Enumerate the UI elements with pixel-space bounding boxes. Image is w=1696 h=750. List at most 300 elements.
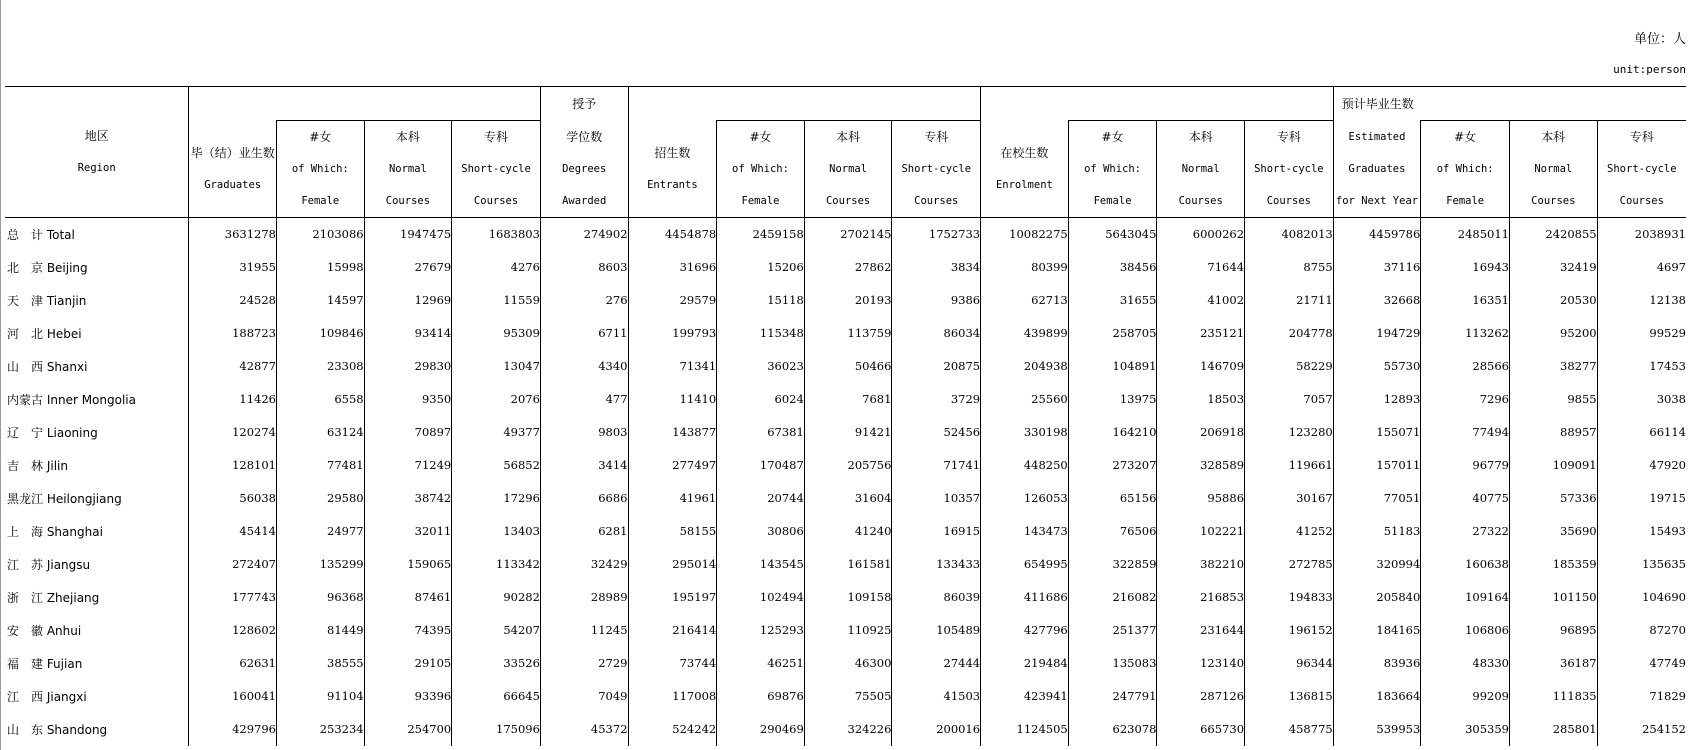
value-cell: 177743 [189, 581, 277, 614]
region-label: 福 建 Fujian [7, 656, 83, 671]
region-label: 内蒙古 Inner Mongolia [7, 392, 136, 407]
value-cell: 27679 [364, 251, 452, 284]
value-cell: 143473 [981, 515, 1069, 548]
value-cell: 328589 [1157, 449, 1245, 482]
region-cell [5, 317, 189, 350]
value-cell: 45414 [189, 515, 277, 548]
value-cell: 16943 [1421, 251, 1510, 284]
value-cell: 21711 [1245, 284, 1334, 317]
header-normal-3 [1157, 121, 1245, 154]
header-female-4 [1421, 121, 1510, 154]
value-cell: 231644 [1157, 614, 1245, 647]
table-row [5, 680, 1686, 713]
value-cell: 253234 [277, 713, 365, 746]
value-cell: 96895 [1510, 614, 1598, 647]
value-cell: 324226 [804, 713, 892, 746]
value-cell: 52456 [892, 416, 981, 449]
value-cell: 2420855 [1510, 218, 1598, 252]
value-cell: 19715 [1597, 482, 1686, 515]
value-cell: 17453 [1597, 350, 1686, 383]
header-short-en1: Short-cycle [901, 163, 972, 175]
header-female-zh: #女 [1454, 130, 1477, 144]
value-cell: 15206 [717, 251, 805, 284]
value-cell: 539953 [1333, 713, 1421, 746]
value-cell: 1752733 [892, 218, 981, 252]
value-cell: 86034 [892, 317, 981, 350]
header-normal-zh: 本科 [395, 130, 420, 144]
region-label: 上 海 Shanghai [7, 524, 103, 539]
value-cell: 448250 [981, 449, 1069, 482]
value-cell: 322859 [1068, 548, 1157, 581]
value-cell: 38456 [1068, 251, 1157, 284]
header-graduates-zh: 毕（结）业生数 [190, 145, 275, 160]
region-label: 浙 江 Zhejiang [7, 590, 100, 605]
value-cell: 71829 [1597, 680, 1686, 713]
region-cell [5, 713, 189, 746]
region-label: 河 北 Hebei [7, 326, 82, 341]
value-cell: 50466 [804, 350, 892, 383]
value-cell: 41252 [1245, 515, 1334, 548]
header-short-2 [892, 121, 981, 154]
value-cell: 9803 [540, 416, 628, 449]
value-cell: 128602 [189, 614, 277, 647]
value-cell: 185359 [1510, 548, 1598, 581]
value-cell: 199793 [628, 317, 717, 350]
value-cell: 16351 [1421, 284, 1510, 317]
value-cell: 96779 [1421, 449, 1510, 482]
region-label: 山 西 Shanxi [7, 359, 88, 374]
value-cell: 477 [540, 383, 628, 416]
value-cell: 14597 [277, 284, 365, 317]
value-cell: 62713 [981, 284, 1069, 317]
value-cell: 6024 [717, 383, 805, 416]
header-normal-2 [804, 121, 892, 154]
value-cell: 70897 [364, 416, 452, 449]
value-cell: 27444 [892, 647, 981, 680]
value-cell: 38555 [277, 647, 365, 680]
header-female-en2: Female [301, 195, 340, 207]
value-cell: 2076 [452, 383, 541, 416]
value-cell: 47920 [1597, 449, 1686, 482]
header-female-en1: of Which: [732, 163, 789, 175]
header-female-2-en [717, 153, 805, 218]
table-row [5, 383, 1686, 416]
value-cell: 95309 [452, 317, 541, 350]
region-cell [5, 614, 189, 647]
value-cell: 9350 [364, 383, 452, 416]
value-cell: 3631278 [189, 218, 277, 252]
value-cell: 57336 [1510, 482, 1598, 515]
value-cell: 11410 [628, 383, 717, 416]
value-cell: 20744 [717, 482, 805, 515]
value-cell: 295014 [628, 548, 717, 581]
value-cell: 4459786 [1333, 218, 1421, 252]
header-degrees-zh2: 学位数 [566, 129, 603, 144]
value-cell: 81449 [277, 614, 365, 647]
value-cell: 41503 [892, 680, 981, 713]
header-graduates [189, 121, 277, 218]
value-cell: 102494 [717, 581, 805, 614]
header-normal-zh: 本科 [1188, 130, 1213, 144]
value-cell: 62631 [189, 647, 277, 680]
region-cell [5, 218, 189, 252]
value-cell: 175096 [452, 713, 541, 746]
value-cell: 93414 [364, 317, 452, 350]
page-left-border [0, 0, 1, 750]
value-cell: 155071 [1333, 416, 1421, 449]
table-row [5, 647, 1686, 680]
value-cell: 159065 [364, 548, 452, 581]
value-cell: 20875 [892, 350, 981, 383]
header-female-en1: of Which: [291, 163, 349, 175]
value-cell: 47749 [1597, 647, 1686, 680]
value-cell: 6686 [540, 482, 628, 515]
header-normal-en1: Normal [1181, 163, 1220, 175]
header-enrolment-group-top [981, 87, 1334, 121]
header-short-4-en [1597, 153, 1686, 218]
value-cell: 65156 [1068, 482, 1157, 515]
header-short-en2: Courses [473, 195, 519, 207]
value-cell: 276 [540, 284, 628, 317]
value-cell: 30806 [717, 515, 805, 548]
header-degrees-en1: Degrees [562, 163, 607, 175]
value-cell: 109846 [277, 317, 365, 350]
header-enrolment-en: Enrolment [995, 178, 1053, 191]
value-cell: 133433 [892, 548, 981, 581]
value-cell: 9386 [892, 284, 981, 317]
value-cell: 204778 [1245, 317, 1334, 350]
value-cell: 17296 [452, 482, 541, 515]
table-row [5, 449, 1686, 482]
value-cell: 83936 [1333, 647, 1421, 680]
value-cell: 125293 [717, 614, 805, 647]
value-cell: 330198 [981, 416, 1069, 449]
value-cell: 128101 [189, 449, 277, 482]
value-cell: 458775 [1245, 713, 1334, 746]
header-normal-en2: Courses [385, 195, 431, 207]
value-cell: 274902 [540, 218, 628, 252]
value-cell: 164210 [1068, 416, 1157, 449]
statistics-table [5, 86, 1686, 746]
value-cell: 75505 [804, 680, 892, 713]
header-short-4 [1597, 121, 1686, 154]
value-cell: 4082013 [1245, 218, 1334, 252]
table-body [5, 218, 1686, 747]
value-cell: 36187 [1510, 647, 1598, 680]
region-label: 总 计 Total [7, 227, 75, 242]
value-cell: 2038931 [1597, 218, 1686, 252]
value-cell: 6281 [540, 515, 628, 548]
value-cell: 272785 [1245, 548, 1334, 581]
value-cell: 31604 [804, 482, 892, 515]
header-short-1-en [452, 153, 541, 218]
header-degrees-top [540, 87, 628, 121]
region-label: 安 徽 Anhui [7, 623, 82, 638]
value-cell: 27322 [1421, 515, 1510, 548]
value-cell: 77481 [277, 449, 365, 482]
value-cell: 66645 [452, 680, 541, 713]
value-cell: 54207 [452, 614, 541, 647]
value-cell: 113759 [804, 317, 892, 350]
region-cell [5, 482, 189, 515]
region-cell [5, 647, 189, 680]
header-female-1-en [277, 153, 365, 218]
header-normal-en2: Courses [1178, 195, 1223, 207]
header-female-en2: Female [1446, 195, 1485, 207]
value-cell: 216082 [1068, 581, 1157, 614]
region-label: 天 津 Tianjin [7, 293, 87, 308]
value-cell: 45372 [540, 713, 628, 746]
table-row [5, 581, 1686, 614]
value-cell: 120274 [189, 416, 277, 449]
header-enrolment-zh: 在校生数 [1000, 145, 1049, 160]
value-cell: 216853 [1157, 581, 1245, 614]
value-cell: 77051 [1333, 482, 1421, 515]
header-estimated [1333, 121, 1421, 218]
value-cell: 25560 [981, 383, 1069, 416]
value-cell: 90282 [452, 581, 541, 614]
value-cell: 80399 [981, 251, 1069, 284]
header-short-en1: Short-cycle [461, 163, 531, 175]
value-cell: 37116 [1333, 251, 1421, 284]
value-cell: 126053 [981, 482, 1069, 515]
value-cell: 188723 [189, 317, 277, 350]
value-cell: 71249 [364, 449, 452, 482]
value-cell: 109158 [804, 581, 892, 614]
value-cell: 46251 [717, 647, 805, 680]
value-cell: 183664 [1333, 680, 1421, 713]
header-short-en1: Short-cycle [1254, 163, 1324, 175]
value-cell: 10082275 [981, 218, 1069, 252]
header-short-1 [452, 121, 541, 154]
header-normal-1 [364, 121, 452, 154]
value-cell: 161581 [804, 548, 892, 581]
value-cell: 219484 [981, 647, 1069, 680]
value-cell: 41961 [628, 482, 717, 515]
header-female-4-en [1421, 153, 1510, 218]
value-cell: 56852 [452, 449, 541, 482]
value-cell: 258705 [1068, 317, 1157, 350]
value-cell: 135299 [277, 548, 365, 581]
value-cell: 96344 [1245, 647, 1334, 680]
value-cell: 382210 [1157, 548, 1245, 581]
value-cell: 290469 [717, 713, 805, 746]
header-region-zh: 地区 [84, 129, 109, 143]
region-label: 江 西 Jiangxi [7, 689, 87, 704]
region-cell [5, 284, 189, 317]
header-estimated-zh: 预计毕业生数 [1341, 96, 1414, 111]
value-cell: 56038 [189, 482, 277, 515]
value-cell: 285801 [1510, 713, 1598, 746]
region-cell [5, 416, 189, 449]
header-short-zh: 专科 [1629, 130, 1654, 144]
value-cell: 113262 [1421, 317, 1510, 350]
value-cell: 665730 [1157, 713, 1245, 746]
value-cell: 439899 [981, 317, 1069, 350]
header-degrees-en [540, 153, 628, 218]
region-label: 北 京 Beijing [7, 260, 88, 275]
table-row [5, 713, 1686, 746]
value-cell: 3414 [540, 449, 628, 482]
region-label: 吉 林 Jilin [7, 458, 68, 473]
value-cell: 32419 [1510, 251, 1598, 284]
value-cell: 32011 [364, 515, 452, 548]
header-entrants-group-top [628, 87, 981, 121]
value-cell: 109164 [1421, 581, 1510, 614]
value-cell: 273207 [1068, 449, 1157, 482]
value-cell: 23308 [277, 350, 365, 383]
value-cell: 113342 [452, 548, 541, 581]
value-cell: 87270 [1597, 614, 1686, 647]
header-entrants-zh: 招生数 [654, 145, 691, 160]
value-cell: 8603 [540, 251, 628, 284]
value-cell: 20193 [804, 284, 892, 317]
table-row [5, 482, 1686, 515]
header-normal-en2: Courses [825, 195, 871, 207]
value-cell: 29579 [628, 284, 717, 317]
header-female-en1: of Which: [1436, 163, 1494, 175]
value-cell: 305359 [1421, 713, 1510, 746]
header-degrees-zh1: 授予 [572, 96, 597, 111]
value-cell: 29830 [364, 350, 452, 383]
value-cell: 247791 [1068, 680, 1157, 713]
table-row [5, 548, 1686, 581]
value-cell: 205756 [804, 449, 892, 482]
value-cell: 93396 [364, 680, 452, 713]
value-cell: 429796 [189, 713, 277, 746]
value-cell: 18503 [1157, 383, 1245, 416]
value-cell: 115348 [717, 317, 805, 350]
value-cell: 196152 [1245, 614, 1334, 647]
header-female-en1: of Which: [1084, 163, 1142, 175]
value-cell: 3729 [892, 383, 981, 416]
value-cell: 91104 [277, 680, 365, 713]
region-label: 辽 宁 Liaoning [7, 425, 98, 440]
value-cell: 105489 [892, 614, 981, 647]
header-female-2 [717, 121, 805, 154]
header-entrants-en: Entrants [647, 178, 698, 191]
value-cell: 15118 [717, 284, 805, 317]
value-cell: 2702145 [804, 218, 892, 252]
value-cell: 101150 [1510, 581, 1598, 614]
value-cell: 15998 [277, 251, 365, 284]
region-cell [5, 449, 189, 482]
value-cell: 194833 [1245, 581, 1334, 614]
value-cell: 87461 [364, 581, 452, 614]
header-short-zh: 专科 [484, 130, 509, 144]
value-cell: 58155 [628, 515, 717, 548]
value-cell: 427796 [981, 614, 1069, 647]
header-estimated-group-top [1333, 87, 1686, 121]
value-cell: 654995 [981, 548, 1069, 581]
value-cell: 272407 [189, 548, 277, 581]
header-short-en2: Courses [1619, 195, 1664, 207]
table-row [5, 317, 1686, 350]
value-cell: 28566 [1421, 350, 1510, 383]
header-estimated-en3: for Next Year [1335, 194, 1419, 207]
value-cell: 110925 [804, 614, 892, 647]
value-cell: 123140 [1157, 647, 1245, 680]
header-short-en2: Courses [1266, 195, 1311, 207]
value-cell: 99529 [1597, 317, 1686, 350]
header-female-zh: #女 [1101, 130, 1124, 144]
value-cell: 109091 [1510, 449, 1598, 482]
header-short-3-en [1245, 153, 1334, 218]
value-cell: 6558 [277, 383, 365, 416]
table-row [5, 515, 1686, 548]
value-cell: 11245 [540, 614, 628, 647]
value-cell: 4340 [540, 350, 628, 383]
region-cell [5, 548, 189, 581]
header-normal-4-en [1510, 153, 1598, 218]
value-cell: 7057 [1245, 383, 1334, 416]
value-cell: 13403 [452, 515, 541, 548]
table-row [5, 350, 1686, 383]
value-cell: 10357 [892, 482, 981, 515]
value-cell: 30167 [1245, 482, 1334, 515]
value-cell: 42877 [189, 350, 277, 383]
region-cell [5, 680, 189, 713]
value-cell: 2459158 [717, 218, 805, 252]
value-cell: 71741 [892, 449, 981, 482]
value-cell: 2103086 [277, 218, 365, 252]
value-cell: 160638 [1421, 548, 1510, 581]
value-cell: 16915 [892, 515, 981, 548]
value-cell: 104690 [1597, 581, 1686, 614]
header-female-en2: Female [741, 195, 780, 207]
value-cell: 143545 [717, 548, 805, 581]
header-normal-2-en [804, 153, 892, 218]
value-cell: 36023 [717, 350, 805, 383]
value-cell: 106806 [1421, 614, 1510, 647]
value-cell: 24528 [189, 284, 277, 317]
value-cell: 96368 [277, 581, 365, 614]
header-short-3 [1245, 121, 1334, 154]
value-cell: 254700 [364, 713, 452, 746]
value-cell: 33526 [452, 647, 541, 680]
header-normal-zh: 本科 [1541, 130, 1566, 144]
value-cell: 71644 [1157, 251, 1245, 284]
value-cell: 3834 [892, 251, 981, 284]
value-cell: 123280 [1245, 416, 1334, 449]
value-cell: 320994 [1333, 548, 1421, 581]
value-cell: 1683803 [452, 218, 541, 252]
value-cell: 277497 [628, 449, 717, 482]
value-cell: 119661 [1245, 449, 1334, 482]
header-normal-en2: Courses [1531, 195, 1576, 207]
header-female-zh: #女 [749, 130, 772, 144]
value-cell: 15493 [1597, 515, 1686, 548]
value-cell: 135635 [1597, 548, 1686, 581]
value-cell: 195197 [628, 581, 717, 614]
value-cell: 12893 [1333, 383, 1421, 416]
value-cell: 423941 [981, 680, 1069, 713]
table-header [5, 87, 1686, 218]
value-cell: 4276 [452, 251, 541, 284]
region-cell [5, 581, 189, 614]
header-normal-en1: Normal [829, 163, 868, 175]
unit-label-zh: 单位：人 [1633, 32, 1686, 47]
value-cell: 170487 [717, 449, 805, 482]
value-cell: 184165 [1333, 614, 1421, 647]
table-row [5, 284, 1686, 317]
value-cell: 160041 [189, 680, 277, 713]
value-cell: 31655 [1068, 284, 1157, 317]
value-cell: 29105 [364, 647, 452, 680]
value-cell: 38742 [364, 482, 452, 515]
value-cell: 91421 [804, 416, 892, 449]
header-normal-en1: Normal [388, 163, 427, 175]
